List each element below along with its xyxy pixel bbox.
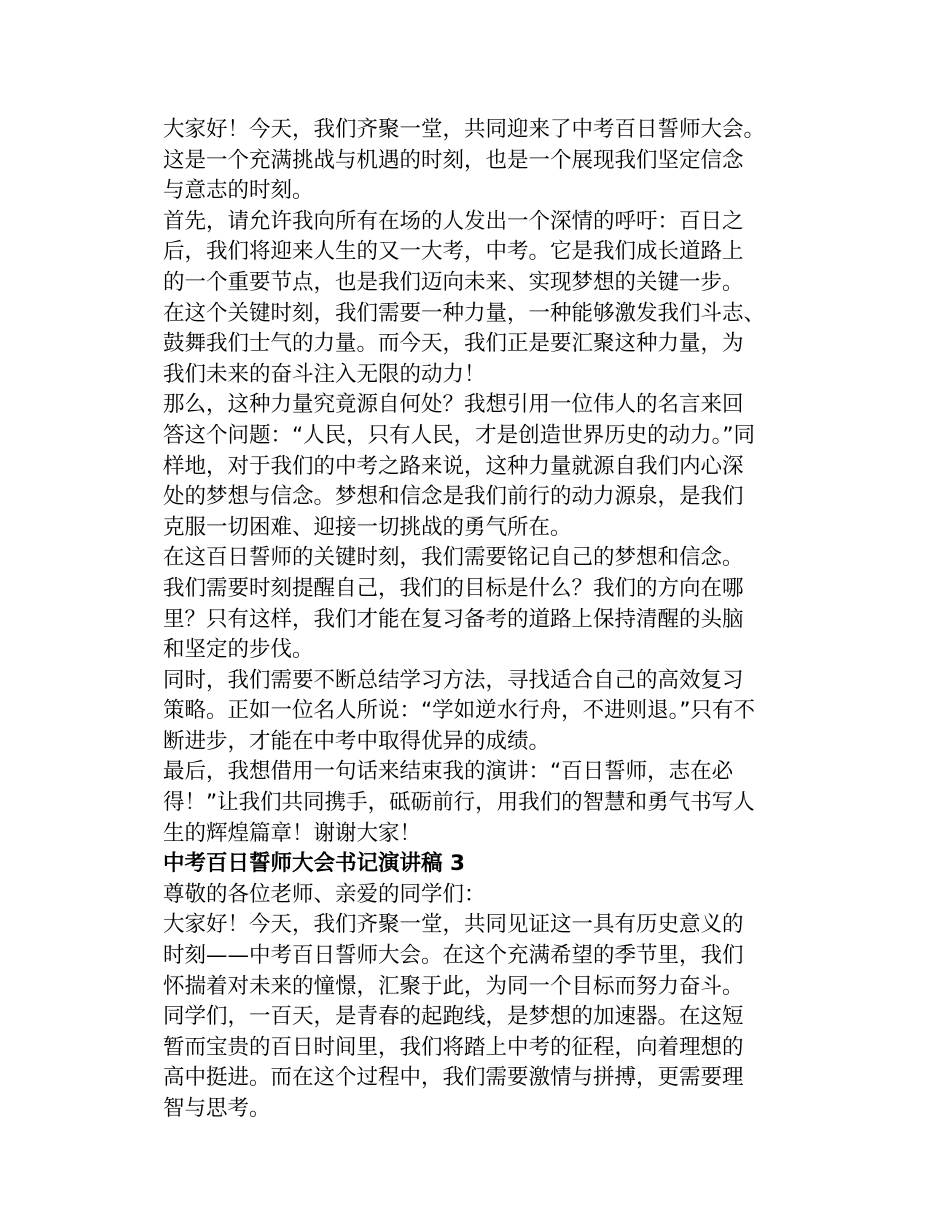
paragraph-greeting: 大家好！今天，我们齐聚一堂，共同迎来了中考百日誓师大会。 这是一个充满挑战与机遇的时刻，也是一个展现我们坚定信念 与意志的时刻。 <box>163 117 766 204</box>
paragraph-source-of-power: 那么，这种力量究竟源自何处？我想引用一位伟人的名言来回 答这个问题：“人民，只有人民，才是创造世界历史的动力。”同 样地，对于我们的中考之路来说，这种力量就源自我们内心深 处的梦想与信念。梦想和信念是我们前行的动力源泉，是我们 克服一切困难、迎接一切挑战的勇气所在。 <box>163 392 756 540</box>
paragraph-appeal: 首先，请允许我向所有在场的人发出一个深情的呼吁：百日之 后，我们将迎来人生的又一大考，中考。它是我们成长道路上 的一个重要节点，也是我们迈向未来、实现梦想的关键一步。 <box>163 208 744 295</box>
document-page <box>163 115 793 1125</box>
paragraph-greeting-2: 大家好！今天，我们齐聚一堂，共同见证这一具有历史意义的 时刻——中考百日誓师大会。在这个充满希望的季节里，我们 怀揣着对未来的憧憬，汇聚于此，为同一个目标而努力奋斗。 <box>163 912 744 999</box>
paragraph-power: 在这个关键时刻，我们需要一种力量，一种能够激发我们斗志、 鼓舞我们士气的力量。而今天，我们正是要汇聚这种力量，为 我们未来的奋斗注入无限的动力！ <box>163 300 766 387</box>
paragraph-salutation: 尊敬的各位老师、亲爱的同学们： <box>163 881 486 907</box>
paragraph-remember-dreams: 在这百日誓师的关键时刻，我们需要铭记自己的梦想和信念。 我们需要时刻提醒自己，我们的目标是什么？我们的方向在哪 里？只有这样，我们才能在复习备考的道路上保持清醒的头脑 和坚定的步伐。 <box>163 545 744 663</box>
paragraph-hundred-days: 同学们，一百天，是青春的起跑线，是梦想的加速器。在这短 暂而宝贵的百日时间里，我们将踏上中考的征程，向着理想的 高中挺进。而在这个过程中，我们需要激情与拼搏，更需要理 智与思考。 <box>163 1004 744 1121</box>
paragraph-study-methods: 同时，我们需要不断总结学习方法，寻找适合自己的高效复习 策略。正如一位名人所说：“学如逆水行舟，不进则退。”只有不 断进步，才能在中考中取得优异的成绩。 <box>163 667 756 754</box>
paragraph-closing: 最后，我想借用一句话来结束我的演讲：“百日誓师，志在必 得！”让我们共同携手，砥砺前行，用我们的智慧和勇气书写人 生的辉煌篇章！谢谢大家！ <box>163 759 755 846</box>
section-heading: 中考百日誓师大会书记演讲稿 3 <box>163 851 465 877</box>
